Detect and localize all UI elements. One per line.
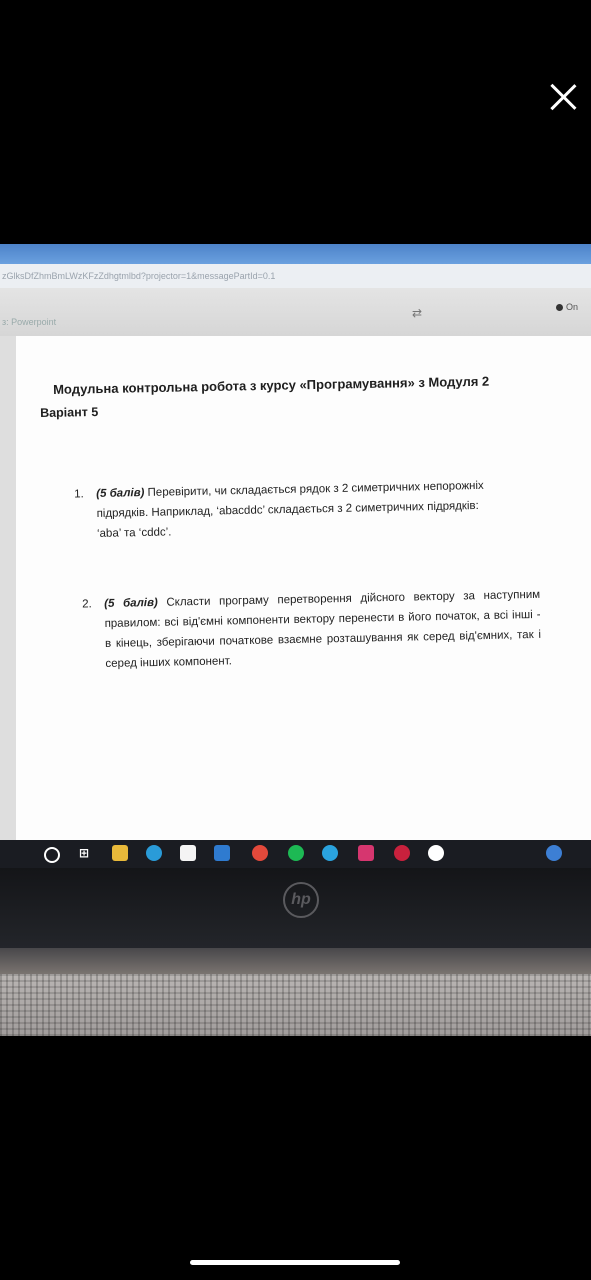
open-icon xyxy=(556,304,563,311)
settings-sliders-icon[interactable]: ⇄ xyxy=(412,306,423,320)
task-number: 2. xyxy=(82,598,92,611)
instagram-icon[interactable] xyxy=(358,845,374,861)
home-indicator[interactable] xyxy=(190,1260,400,1265)
document-shadow xyxy=(0,336,16,840)
taskbar xyxy=(0,840,591,868)
task-points: (5 балів) xyxy=(104,596,158,610)
screen-top-edge xyxy=(0,244,591,264)
search-icon[interactable] xyxy=(44,847,60,863)
task-view-icon[interactable]: ⊞ xyxy=(78,846,90,860)
task-points: (5 балів) xyxy=(96,486,145,500)
toolbar-open-button[interactable] xyxy=(556,302,578,312)
edge-icon[interactable] xyxy=(146,845,162,861)
close-button[interactable] xyxy=(548,82,578,112)
document-page xyxy=(16,336,591,840)
store-icon[interactable] xyxy=(180,845,196,861)
telegram-icon[interactable] xyxy=(322,845,338,861)
url-text: zGlksDfZhmBmLWzKFzZdhgtmlbd?projector=1&messagePartId=0.1 xyxy=(2,271,276,281)
keyboard-deck xyxy=(0,974,591,1036)
file-explorer-icon[interactable] xyxy=(112,845,128,861)
address-bar[interactable] xyxy=(0,264,591,288)
toolbar-open-label: On xyxy=(566,302,579,312)
task-number: 1. xyxy=(74,488,84,501)
chrome-icon[interactable] xyxy=(252,845,268,861)
chrome-profile-icon[interactable] xyxy=(546,845,562,861)
laptop-photo xyxy=(0,244,591,1036)
spotify-icon[interactable] xyxy=(288,845,304,861)
document-variant: Варіант 5 xyxy=(40,404,99,420)
opera-icon[interactable] xyxy=(394,845,410,861)
toolbar-left-label: з: Powerpoint xyxy=(2,317,57,327)
hp-logo xyxy=(283,882,319,918)
document-title: Модульна контрольна робота з курсу «Програмування» з Модуля 2 xyxy=(53,373,490,397)
laptop-hinge xyxy=(0,948,591,974)
task-item-2 xyxy=(82,585,542,674)
task-item-1 xyxy=(74,476,497,544)
mail-icon[interactable] xyxy=(214,845,230,861)
hp-logo-text: hp xyxy=(291,891,311,908)
viewer-toolbar xyxy=(0,288,591,337)
task-text: Скласти програму перетворення дійсного вектору за наступним правилом: всі від'ємні компоненти вектору перенести в його початок, а всі інші - в кінець, зберігаючи початкове взаємне розташування як серед від'ємних, так і серед інших компонент. xyxy=(104,588,542,670)
app-icon[interactable] xyxy=(428,845,444,861)
task-text: Перевірити, чи складається рядок з 2 симетричних непорожніх підрядків. Наприклад, ‘abacddc’ складається з 2 симетричних підрядків: ‘aba’ та ‘cddc’. xyxy=(96,479,484,540)
